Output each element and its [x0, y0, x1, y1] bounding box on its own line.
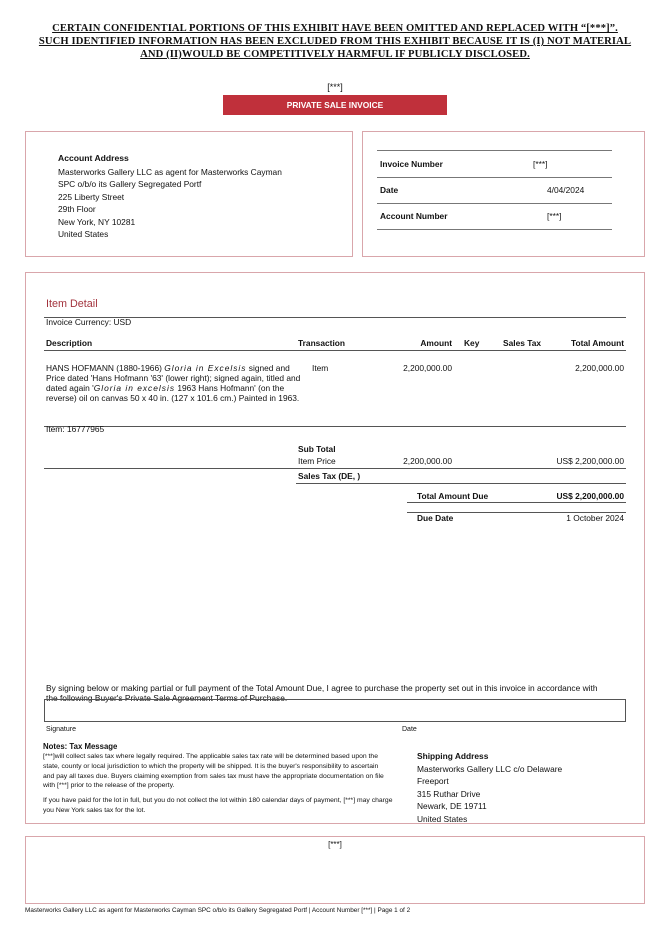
notes-heading: Notes: Tax Message	[43, 742, 118, 751]
col-key: Key	[464, 338, 480, 348]
shipping-line: Freeport	[417, 776, 449, 787]
shipping-lines	[417, 763, 562, 825]
date-value: 4/04/2024	[547, 185, 585, 195]
account-line: 29th Floor	[58, 204, 96, 215]
desc-part: HANS HOFMANN (1880-1966)	[46, 363, 165, 373]
account-number-label: Account Number	[380, 211, 448, 221]
item-price-total: US$ 2,200,000.00	[556, 456, 624, 466]
sales-tax-label: Sales Tax (DE, )	[298, 471, 361, 481]
divider	[407, 502, 626, 503]
due-date-label: Due Date	[417, 513, 454, 523]
divider	[44, 426, 626, 427]
item-number: Item: 16777965	[46, 424, 105, 434]
banner-line-3: AND (II)WOULD BE COMPETITIVELY HARMFUL IF PUBLICLY DISCLOSED.	[140, 49, 530, 60]
confidentiality-banner	[14, 22, 656, 61]
divider	[377, 229, 612, 230]
shipping-heading: Shipping Address	[417, 751, 489, 761]
account-line: 225 Liberty Street	[58, 191, 125, 202]
divider	[377, 177, 612, 178]
divider	[44, 317, 626, 318]
banner-line-2: SUCH IDENTIFIED INFORMATION HAS BEEN EXCLUDED FROM THIS EXHIBIT BECAUSE IT IS (I) NOT MATERIAL	[38, 36, 632, 47]
account-address-heading: Account Address	[58, 153, 129, 163]
item-description	[46, 363, 308, 403]
account-address-lines	[58, 166, 282, 240]
banner-line-1: CERTAIN CONFIDENTIAL PORTIONS OF THIS EXHIBIT HAVE BEEN OMITTED AND REPLACED WITH “[***]”.	[52, 23, 618, 34]
item-amount: 2,200,000.00	[403, 363, 452, 373]
header-redaction: [***]	[327, 82, 343, 92]
subtotal-label: Sub Total	[298, 444, 336, 454]
total-due-label: Total Amount Due	[417, 491, 489, 501]
notes-para-2: If you have paid for the lot in full, but you do not collect the lot within 180 calendar days of payment, [***] may charge you New York sales tax for the lot.	[43, 797, 393, 814]
account-line: SPC o/b/o its Gallery Segregated Portf	[58, 179, 202, 190]
item-price-label: Item Price	[298, 456, 336, 466]
invoice-number-label: Invoice Number	[380, 159, 443, 169]
signature-label: Signature	[46, 726, 76, 733]
desc-part: signed and Price dated 'Hans Hofmann '63' (lower right); signed again, titled and dated again '	[46, 363, 301, 393]
invoice-number-value: [***]	[533, 159, 548, 169]
notes-para-1: [***]will collect sales tax where legally required. The applicable sales tax rate will be determined based upon the state, county or local jurisdiction to which the property will be shipped. It is the buyer's responsibility to ascertain and pay all taxes due. Buyers claiming exemption from sales tax must have the appropriate documentation on file with [***] prior to the release of the property.	[43, 753, 384, 790]
account-address-box	[25, 131, 353, 257]
invoice-title-bar: PRIVATE SALE INVOICE	[223, 95, 447, 115]
divider	[377, 150, 612, 151]
item-total: 2,200,000.00	[575, 363, 624, 373]
shipping-line: Masterworks Gallery LLC c/o Delaware	[417, 764, 563, 774]
page-footer: Masterworks Gallery LLC as agent for Masterworks Cayman SPC o/b/o its Gallery Segregated Portf | Account Number [***] | Page 1 of 2	[25, 907, 411, 914]
shipping-line: 315 Ruthar Drive	[417, 788, 481, 799]
shipping-line: United States	[417, 813, 468, 824]
col-amount: Amount	[420, 338, 452, 348]
artwork-title: Gloria in excelsis	[93, 383, 176, 393]
divider	[296, 483, 626, 484]
account-line: United States	[58, 229, 109, 240]
col-total-amount: Total Amount	[570, 338, 624, 348]
invoice-info-box	[362, 131, 645, 257]
bottom-box	[25, 836, 645, 904]
col-sales-tax: Sales Tax	[503, 338, 542, 348]
divider	[44, 468, 626, 469]
account-line: New York, NY 10281	[58, 216, 136, 227]
divider	[377, 203, 612, 204]
col-transaction: Transaction	[298, 338, 346, 348]
shipping-line: Newark, DE 19711	[417, 801, 487, 812]
item-detail-box	[25, 272, 645, 824]
bottom-redaction: [***]	[328, 840, 342, 849]
total-due-value: US$ 2,200,000.00	[556, 491, 624, 501]
item-price-amount: 2,200,000.00	[403, 456, 452, 466]
desc-part: 1963 Hans Hofmann' (on the reverse) oil on canvas 50 x 40 in. (127 x 101.6 cm.) Painted in 1963.	[46, 383, 300, 403]
col-description: Description	[46, 338, 93, 348]
due-date-value: 1 October 2024	[566, 513, 624, 523]
account-line: Masterworks Gallery LLC as agent for Masterworks Cayman	[58, 167, 282, 177]
account-number-value: [***]	[547, 211, 562, 221]
divider	[44, 350, 626, 351]
invoice-currency: Invoice Currency: USD	[46, 317, 132, 327]
item-detail-heading: Item Detail	[46, 298, 98, 310]
artwork-title: Gloria in Excelsis	[164, 363, 247, 373]
date-label-signature: Date	[402, 726, 417, 733]
agreement-text: By signing below or making partial or full payment of the Total Amount Due, I agree to purchase the property set out in this invoice in accordance with the following Buyer's Private Sale Agreement Terms of Purchase.	[46, 683, 598, 704]
item-transaction: Item	[312, 363, 329, 373]
signature-field[interactable]	[44, 699, 626, 722]
date-label: Date	[380, 185, 399, 195]
